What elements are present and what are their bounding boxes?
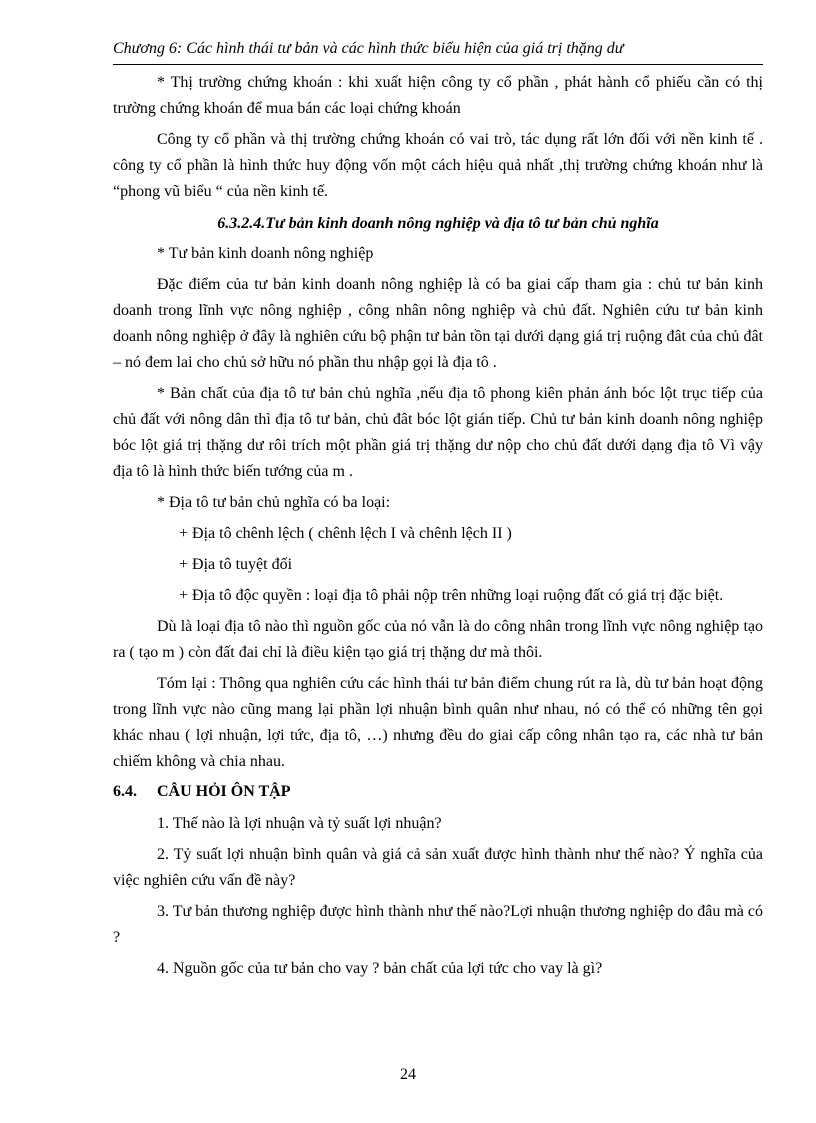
paragraph-rent-nature: * Bản chất của địa tô tư bản chủ nghĩa ,nếu địa tô phong kiên phản ánh bóc lột trục tiếp của chủ đất với nông dân thì địa tô tư bản, chủ đât bóc lột gián tiếp. Chủ tư bản kinh doanh nông nghiệp bóc lột giá trị thặng dư rôi trích một phần giá trị thặng dư nộp cho chủ đất dưới dạng địa tô Vì vậy địa tô là hình thức biến tướng của m . <box>113 385 763 480</box>
paragraph-summary: Tóm lại : Thông qua nghiên cứu các hình thái tư bản điểm chung rút ra là, dù tư bản hoạt động trong lĩnh vực nào cũng mang lại phần lợi nhuận bình quân như nhau, nó có thể có những tên gọi khác nhau ( lợi nhuận, lợi tức, địa tô, …) nhưng đều do giai cấp công nhân tạo ra, các nhà tư bản chiếm không và chia nhau. <box>113 675 763 770</box>
section-title: CÂU HỎI ÔN TẬP <box>157 783 291 800</box>
page-number: 24 <box>400 1066 416 1083</box>
list-item-differential-rent: + Địa tô chênh lệch ( chênh lệch I và chênh lệch II ) <box>179 525 512 542</box>
list-item-monopoly-rent: + Địa tô độc quyền : loại địa tô phải nộp trên những loại ruộng đất có giá trị đặc biệt. <box>179 587 724 604</box>
section-heading-review <box>113 779 763 805</box>
paragraph-rent-origin: Dù là loại địa tô nào thì nguồn gốc của nó vẫn là do công nhân trong lĩnh vực nông nghiệp tạo ra ( tạo m ) còn đất đai chỉ là điều kiện tạo giá trị thặng dư mà thôi. <box>113 618 763 661</box>
paragraph-agri-features: Đặc điểm của tư bản kinh doanh nông nghiệp là có ba giai cấp tham gia : chủ tư bản kinh doanh trong lĩnh vực nông nghiệp , công nhân nông nghiệp và chủ đất. Nghiên cứu tư bản kinh doanh nông nghiệp ở đây là nghiên cứu bộ phận tư bản tồn tại dưới dạng giá trị ruộng đât của chủ đât – nó đem lai cho chủ sở hữu nó phần thu nhập gọi là địa tô . <box>113 276 763 371</box>
review-question: 2. Tỷ suất lợi nhuận bình quân và giá cả sản xuất được hình thành như thế nào? Ý nghĩa của việc nghiên cứu vấn đề này? <box>113 846 763 889</box>
page-body <box>113 70 763 982</box>
list-item-absolute-rent: + Địa tô tuyệt đối <box>179 556 293 573</box>
running-header: Chương 6: Các hình thái tư bản và các hình thức biểu hiện của giá trị thặng dư <box>113 40 624 57</box>
paragraph-agri-capital-title: * Tư bản kinh doanh nông nghiệp <box>157 245 374 262</box>
section-number: 6.4. <box>113 783 137 800</box>
paragraph-stock-market: * Thị trường chứng khoán : khi xuất hiện công ty cổ phần , phát hành cổ phiếu cần có thị trường chứng khoán để mua bán các loại chứng khoán <box>113 74 763 117</box>
header-rule <box>113 64 763 65</box>
paragraph-rent-types: * Địa tô tư bản chủ nghĩa có ba loại: <box>157 494 391 511</box>
paragraph-joint-stock: Công ty cổ phần và thị trường chứng khoán có vai trò, tác dụng rất lớn đối với nền kinh tế . công ty cổ phần là hình thức huy động vốn một cách hiệu quả nhất ,thị trường chứng khoán như là “phong vũ biểu “ của nền kinh tế. <box>113 131 763 200</box>
review-question: 1. Thế nào là lợi nhuận và tỷ suất lợi nhuận? <box>157 815 442 832</box>
subsection-heading: 6.3.2.4.Tư bản kinh doanh nông nghiệp và địa tô tư bản chủ nghĩa <box>217 215 659 232</box>
review-question: 4. Nguồn gốc của tư bản cho vay ? bản chất của lợi tức cho vay là gì? <box>157 960 603 977</box>
review-question: 3. Tư bản thương nghiệp được hình thành như thế nào?Lợi nhuận thương nghiệp do đâu mà có ? <box>113 903 763 946</box>
